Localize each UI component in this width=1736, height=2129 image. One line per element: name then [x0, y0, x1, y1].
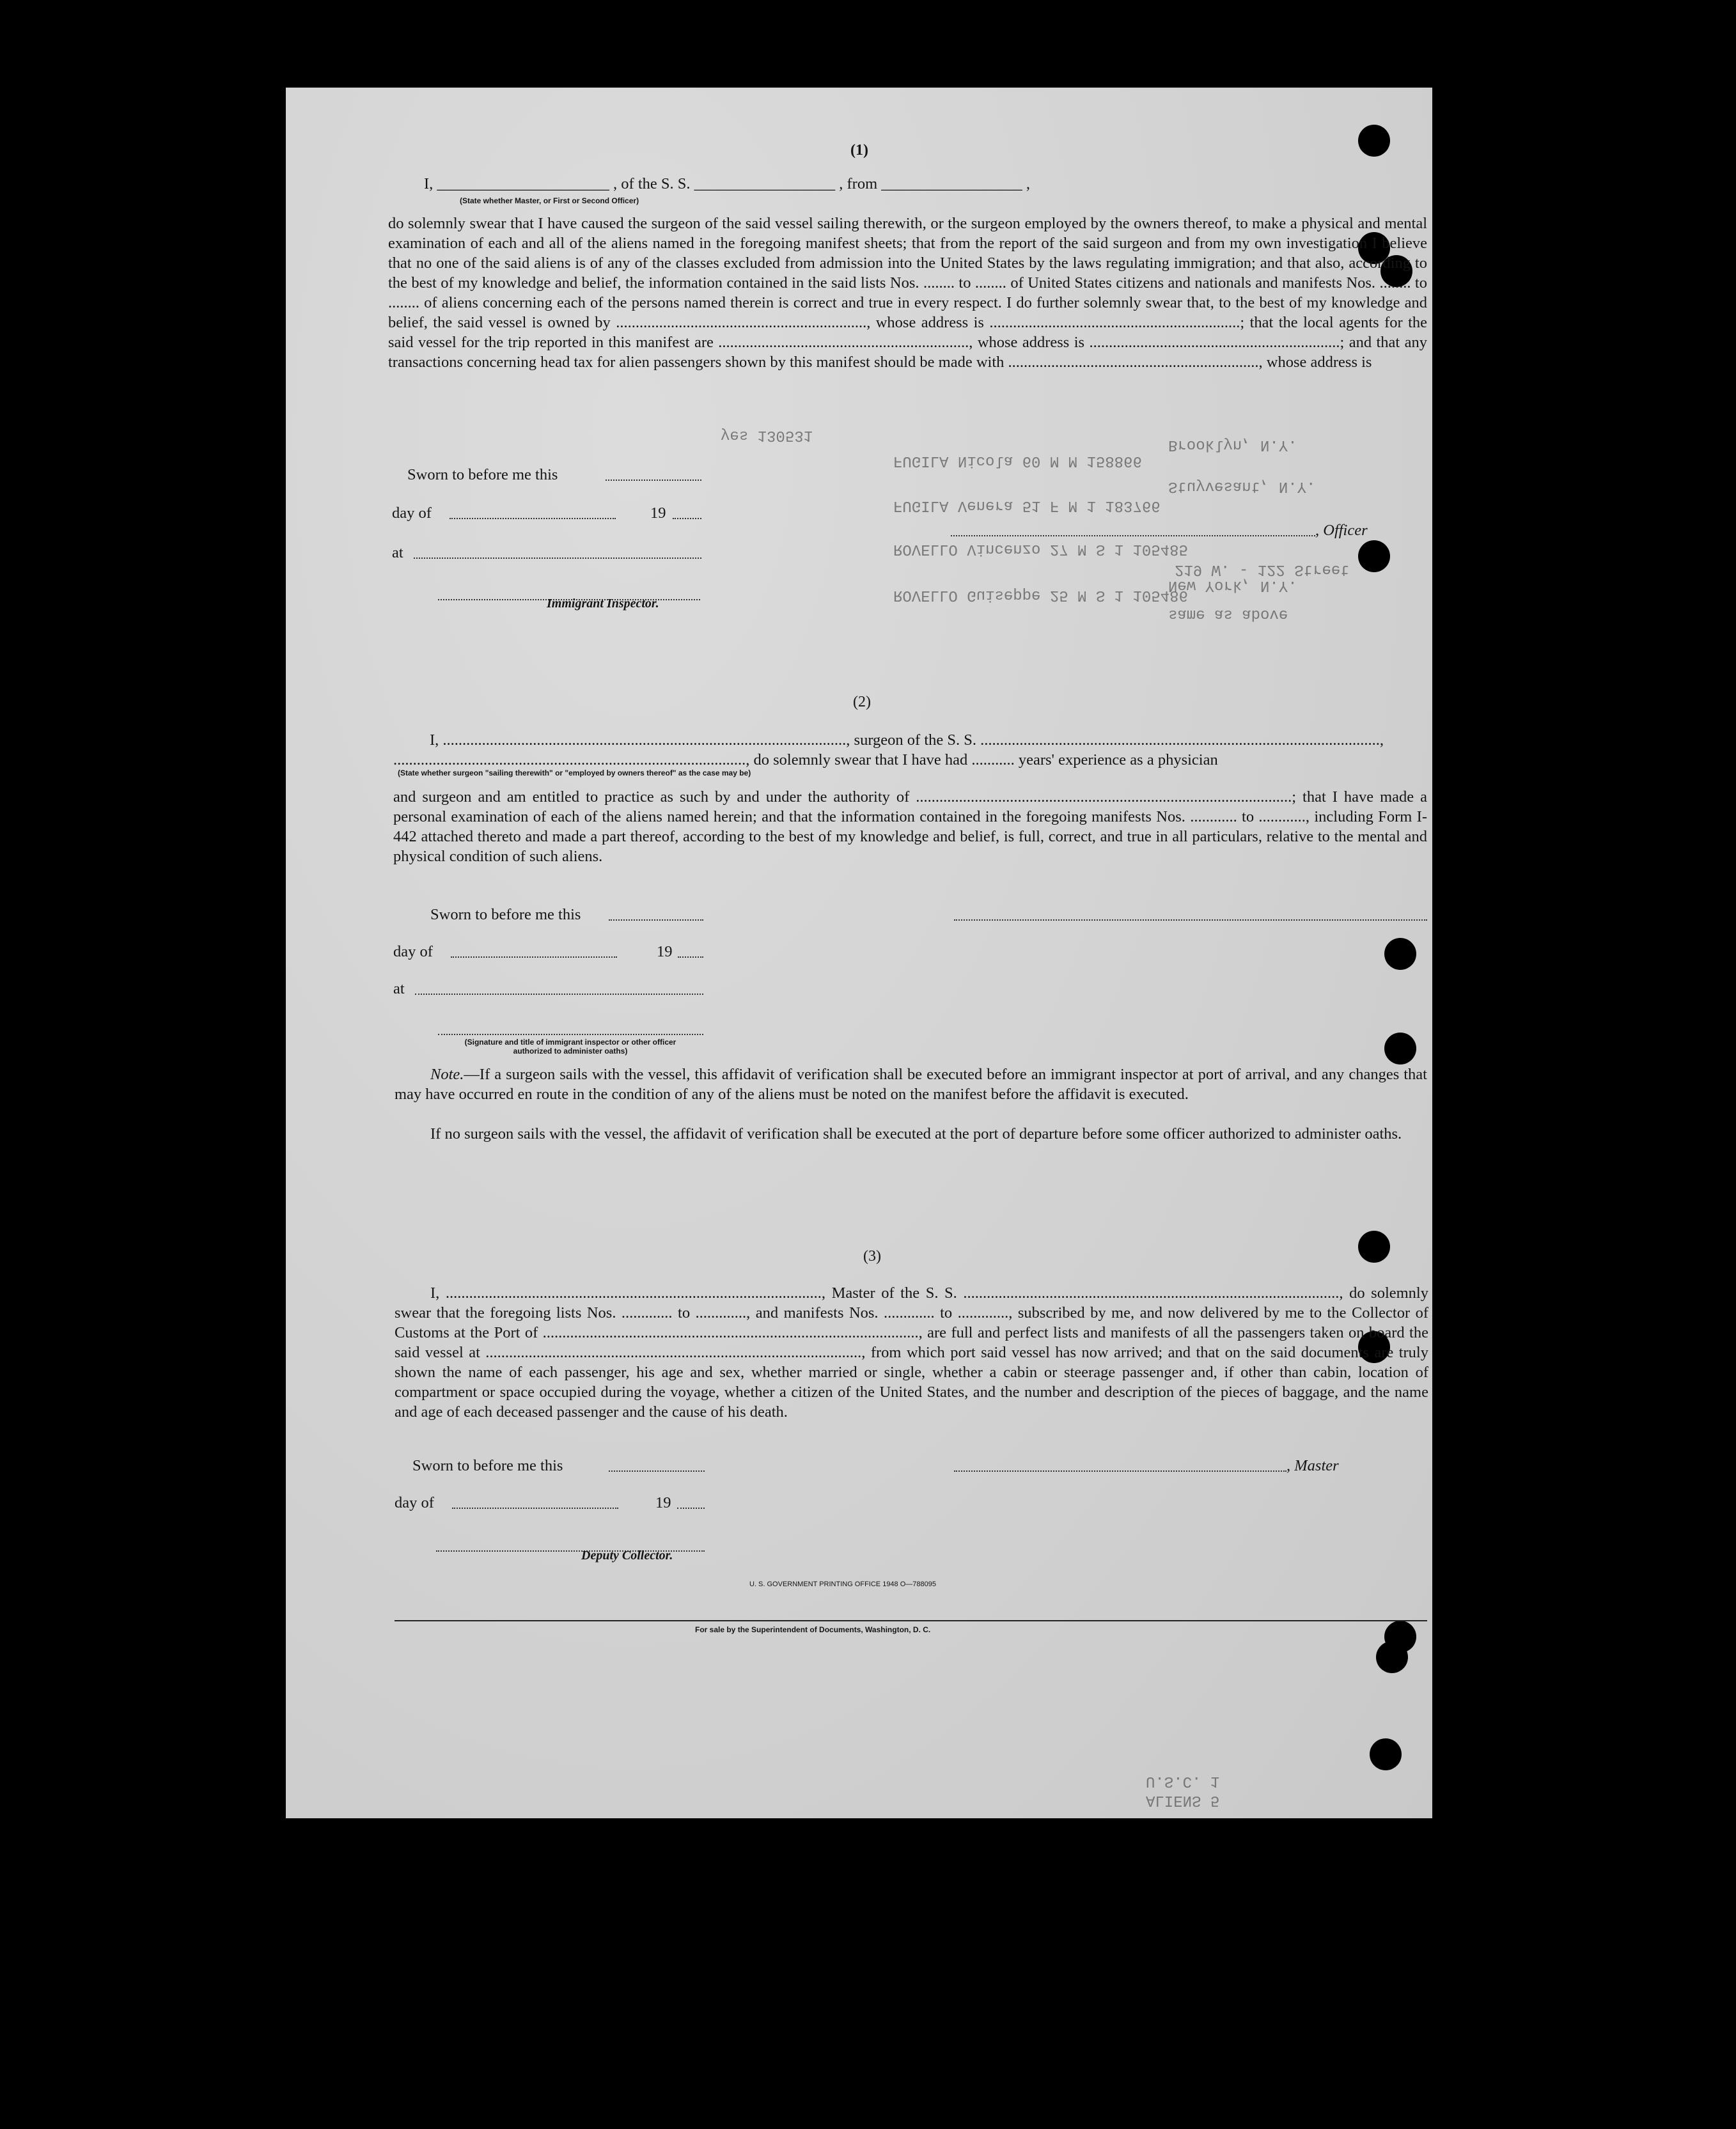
section-number: (1)	[850, 142, 868, 159]
printing-office: U. S. GOVERNMENT PRINTING OFFICE 1948 O—788095	[749, 1580, 936, 1588]
section2-body: and surgeon and am entitled to practice as such by and under the authority of ................................................................................................; that I have made a personal examination of each of the aliens named herein; and that the information contained in the foregoing manifests Nos. ............ to ............, including Form I-442 attached thereto and made a part thereof, according to the best of my knowledge and belief, is full, correct, and true in all particulars, relative to the mental and physical condition of such aliens.	[393, 788, 1427, 865]
bleed-through-text: ROVELLO Guiseppe 25 M S 1 105486	[893, 586, 1188, 604]
bleed-through-text: Brooklyn, N.Y.	[1168, 436, 1297, 453]
punch-hole	[1384, 1033, 1416, 1064]
note-text: —If a surgeon sails with the vessel, this affidavit of verification shall be executed before an immigrant inspector at port of arrival, and any changes that may have occurred en route in the condition of any of the aliens must be noted on the manifest before the affidavit is executed.	[395, 1066, 1427, 1103]
bleed-through-text: same as above	[1168, 605, 1288, 623]
bleed-through-text: ROVELLO Vincenzo 27 M S 1 105485	[893, 540, 1188, 558]
year-label: 19	[657, 943, 673, 960]
day-line	[451, 944, 617, 958]
year-label: 19	[650, 504, 666, 522]
punch-hole	[1384, 938, 1416, 970]
year-line	[677, 1495, 705, 1509]
section-number: (3)	[863, 1248, 881, 1265]
section1-line1: I, ______________________ , of the S. S. __________________ , from __________________ ,	[424, 175, 1030, 192]
bleed-through-text: Stuyvesant, N.Y.	[1168, 478, 1316, 495]
date-line	[606, 467, 701, 481]
sworn-label: Sworn to before me this	[412, 1457, 563, 1474]
signature-note: (Signature and title of immigrant inspector or other officer authorized to administer oaths)	[464, 1038, 676, 1056]
section-number: (2)	[853, 694, 871, 710]
footer-rule	[395, 1620, 1427, 1621]
surgeon-signature-line	[954, 907, 1427, 921]
at-label: at	[393, 980, 405, 997]
officer-signature-line	[951, 522, 1315, 536]
at-label: at	[392, 544, 403, 561]
bleed-through-text: ALIENS 5	[1146, 1791, 1220, 1809]
punch-hole	[1358, 125, 1390, 157]
bleed-through-text: 219 W. - 122 Street	[1175, 561, 1350, 578]
section2-note2: If no surgeon sails with the vessel, the affidavit of verification shall be executed at the port of departure before some officer authorized to administer oaths.	[430, 1125, 1402, 1142]
bleed-through-text: FUGILA Venera 51 F M 1 183766	[893, 497, 1161, 514]
at-line	[414, 545, 701, 559]
bleed-through-text: yes 130531	[721, 426, 813, 444]
inspector-label: Immigrant Inspector.	[547, 597, 659, 611]
punch-hole	[1370, 1738, 1402, 1770]
punch-hole	[1376, 1641, 1408, 1673]
section3-body: I, ................................................................................................, Master of the S. S. ................................................................................................, do solemnly swear that the foregoing lists Nos. ............. to ............., and manifests Nos. ............. to ............., subscribed by me, and now delivered by me to the Collector of Customs at the Port of ................................................................................................, are full and perfect lists and manifests of all the passengers taken on board the said vessel at ................................................................................................, from which port said vessel has now arrived; and that on the said documents are truly shown the name of each passenger, his age and sex, whether married or single, whether a cabin or steerage passenger and, if other than cabin, location of compartment or space occupied during the voyage, whether a citizen of the United States, and the number and description of the pieces of baggage, and the name and age of each deceased passenger and the cause of his death.	[395, 1284, 1428, 1421]
at-line	[415, 981, 703, 995]
sworn-label: Sworn to before me this	[430, 906, 581, 923]
day-line	[450, 505, 616, 519]
punch-hole	[1358, 1231, 1390, 1263]
officer-label: , Officer	[1315, 522, 1368, 539]
master-signature-line	[954, 1458, 1286, 1472]
inspector-line	[438, 1021, 703, 1035]
bleed-through-text: U.S.C. 1	[1146, 1772, 1220, 1790]
section1-body: do solemnly swear that I have caused the surgeon of the said vessel sailing therewith, or the surgeon employed by the owners thereof, to make a physical and mental examination of each and all of the aliens named in the foregoing manifest sheets; that from the report of the said surgeon and from my own investigation I believe that no one of the said aliens is of any of the classes excluded from admission into the United States by the laws regulating immigration; and that also, according to the best of my knowledge and belief, the information contained in the said lists Nos. ........ to ........ of United States citizens and nationals and manifests Nos. ........ to ........ of aliens concerning each of the persons named therein is correct and true in every respect. I do further solemnly swear that, to the best of my knowledge and belief, the said vessel is owned by ................................................................, whose address is ................................................................; that the local agents for the said vessel for the trip reported in this manifest are ................................................................, whose address is ................................................................; and that any transactions concerning head tax for alien passengers shown by this manifest should be made with ................................................................, whose address is	[388, 215, 1427, 371]
day-line	[452, 1495, 618, 1509]
manifest-page	[286, 88, 1432, 1818]
bleed-through-text: FUGILA Nicola 60 M M 158866	[893, 452, 1142, 469]
section2-line2: .........................................................................................., do solemnly swear that I have had ........... years' experience as a physician	[393, 751, 1218, 768]
date-line	[609, 907, 703, 921]
sale-note: For sale by the Superintendent of Documents, Washington, D. C.	[695, 1625, 931, 1634]
officer-note: (State whether Master, or First or Second Officer)	[460, 196, 639, 205]
section2-line1: I, ......................................................................................................., surgeon of the S. S. ......................................................................................................,	[430, 731, 1384, 749]
day-of-label: day of	[395, 1494, 434, 1511]
punch-hole	[1358, 540, 1390, 572]
surgeon-note: (State whether surgeon "sailing therewith" or "employed by owners thereof" as the case may be)	[398, 768, 751, 777]
year-line	[673, 505, 701, 519]
deputy-collector-label: Deputy Collector.	[581, 1548, 673, 1563]
sworn-label: Sworn to before me this	[407, 466, 558, 483]
day-of-label: day of	[392, 504, 432, 522]
date-line	[609, 1458, 705, 1472]
year-label: 19	[655, 1494, 671, 1511]
note-lead: Note.	[430, 1066, 464, 1083]
day-of-label: day of	[393, 943, 433, 960]
master-label: , Master	[1286, 1457, 1339, 1474]
bleed-through-text: New York, N.Y.	[1168, 577, 1297, 594]
year-line	[678, 944, 703, 958]
section2-note	[395, 1064, 1427, 1104]
